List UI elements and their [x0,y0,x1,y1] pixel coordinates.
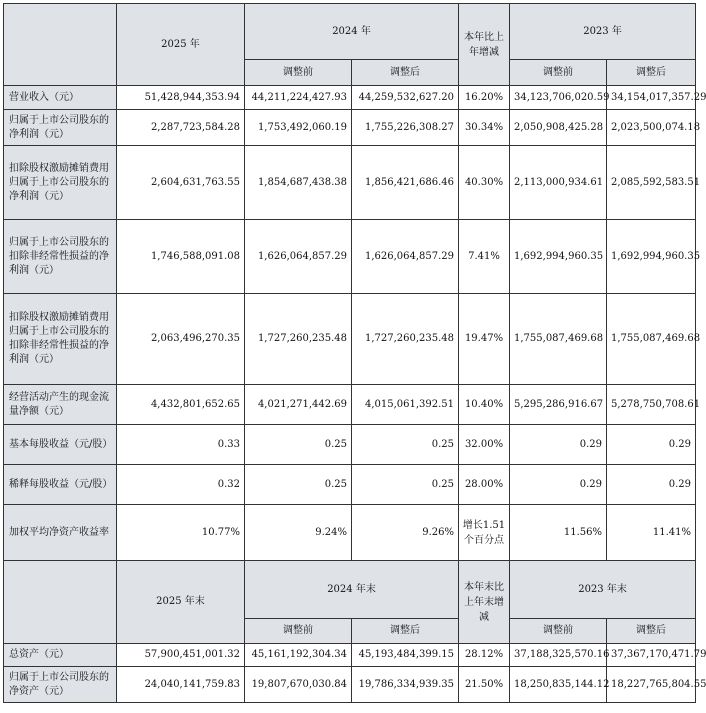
cell-2023-after: 18,227,765,804.55 [607,667,696,703]
cell-2025: 2,604,631,763.55 [117,146,245,220]
table-row [4,505,696,561]
table-row [4,220,696,294]
cell-2024-after: 0.25 [352,465,459,505]
cell-2024-before: 9.24% [245,505,352,561]
cell-2024-after: 1,626,064,857.29 [352,220,459,294]
header-2024-before: 调整前 [245,60,352,86]
cell-2025: 0.33 [117,425,245,465]
cell-2024-before: 1,854,687,438.38 [245,146,352,220]
cell-2023-after: 37,367,170,471.79 [607,644,696,667]
cell-change: 19.47% [459,294,510,385]
cell-2023-after: 2,085,592,583.51 [607,146,696,220]
cell-2024-before: 0.25 [245,425,352,465]
cell-2023-before: 2,113,000,934.61 [510,146,607,220]
header-2024-end-before: 调整前 [245,619,352,644]
cell-change: 28.00% [459,465,510,505]
cell-change: 21.50% [459,667,510,703]
cell-2025: 24,040,141,759.83 [117,667,245,703]
cell-2024-before: 1,727,260,235.48 [245,294,352,385]
cell-2023-before: 2,050,908,425.28 [510,110,607,146]
financial-summary-table [3,3,706,703]
cell-2024-before: 0.25 [245,465,352,505]
cell-change: 增长1.51 个百分点 [459,505,510,561]
row-label: 经营活动产生的现金流量净额（元） [4,385,117,425]
cell-2023-before: 11.56% [510,505,607,561]
table-row [4,110,696,146]
cell-change: 32.00% [459,425,510,465]
cell-2023-before: 1,755,087,469.68 [510,294,607,385]
row-label: 加权平均净资产收益率 [4,505,117,561]
cell-change: 7.41% [459,220,510,294]
cell-2023-after: 0.29 [607,465,696,505]
cell-2023-before: 1,692,994,960.35 [510,220,607,294]
cell-2024-after: 4,015,061,392.51 [352,385,459,425]
cell-2024-after: 1,755,226,308.27 [352,110,459,146]
header-2023-end-after: 调整后 [607,619,696,644]
cell-2023-before: 0.29 [510,425,607,465]
header-2024-after: 调整后 [352,60,459,86]
cell-2025: 0.32 [117,465,245,505]
table-row [4,146,696,220]
header-corner-cell [4,561,117,644]
cell-2023-after: 2,023,500,074.18 [607,110,696,146]
cell-2025: 57,900,451,001.32 [117,644,245,667]
header-year-end-2024: 2024 年末 [245,561,459,619]
cell-2025: 51,428,944,353.94 [117,86,245,110]
header-row-1 [4,4,696,60]
table-row [4,86,696,110]
cell-2024-after: 45,193,484,399.15 [352,644,459,667]
cell-2023-after: 0.29 [607,425,696,465]
cell-2023-before: 18,250,835,144.12 [510,667,607,703]
cell-2024-before: 4,021,271,442.69 [245,385,352,425]
cell-change: 28.12% [459,644,510,667]
cell-2024-after: 9.26% [352,505,459,561]
cell-2024-after: 44,259,532,627.20 [352,86,459,110]
cell-2025: 2,063,496,270.35 [117,294,245,385]
cell-2023-after: 34,154,017,357.29 [607,86,696,110]
header-change: 本年比上年增减 [459,4,510,86]
row-label: 基本每股收益（元/股） [4,425,117,465]
table-row [4,425,696,465]
cell-change: 40.30% [459,146,510,220]
row-label: 归属于上市公司股东的净利润（元） [4,110,117,146]
row-label: 稀释每股收益（元/股） [4,465,117,505]
cell-2023-before: 0.29 [510,465,607,505]
cell-2025: 4,432,801,652.65 [117,385,245,425]
header-2023-after: 调整后 [607,60,696,86]
cell-2023-before: 37,188,325,570.16 [510,644,607,667]
header-year-end-2025: 2025 年末 [117,561,245,644]
table-row [4,644,696,667]
header-year-2025: 2025 年 [117,4,245,86]
cell-2024-after: 0.25 [352,425,459,465]
cell-2024-before: 1,626,064,857.29 [245,220,352,294]
header-year-end-2023: 2023 年末 [510,561,696,619]
header-2024-end-after: 调整后 [352,619,459,644]
header-year-2023: 2023 年 [510,4,696,60]
cell-2023-after: 1,755,087,469.68 [607,294,696,385]
cell-change: 16.20% [459,86,510,110]
cell-2024-before: 1,753,492,060.19 [245,110,352,146]
row-label: 归属于上市公司股东的净资产（元） [4,667,117,703]
cell-2024-after: 1,856,421,686.46 [352,146,459,220]
header-row-2 [4,561,696,619]
row-label: 营业收入（元） [4,86,117,110]
cell-2025: 10.77% [117,505,245,561]
cell-2024-after: 19,786,334,939.35 [352,667,459,703]
header-year-2024: 2024 年 [245,4,459,60]
table-row [4,385,696,425]
row-label: 扣除股权激励摊销费用归属于上市公司股东的扣除非经常性损益的净利润（元） [4,294,117,385]
cell-2023-before: 34,123,706,020.59 [510,86,607,110]
table-row [4,294,696,385]
header-2023-end-before: 调整前 [510,619,607,644]
cell-2024-after: 1,727,260,235.48 [352,294,459,385]
row-label: 总资产（元） [4,644,117,667]
cell-2025: 2,287,723,584.28 [117,110,245,146]
table-row [4,465,696,505]
cell-2024-before: 45,161,192,304.34 [245,644,352,667]
table-row [4,667,696,703]
cell-2024-before: 19,807,670,030.84 [245,667,352,703]
row-label: 归属于上市公司股东的扣除非经常性损益的净利润（元） [4,220,117,294]
cell-2025: 1,746,588,091.08 [117,220,245,294]
row-label: 扣除股权激励摊销费用归属于上市公司股东的净利润（元） [4,146,117,220]
header-corner-cell [4,4,117,86]
cell-2024-before: 44,211,224,427.93 [245,86,352,110]
header-2023-before: 调整前 [510,60,607,86]
cell-change: 30.34% [459,110,510,146]
cell-2023-after: 11.41% [607,505,696,561]
header-change-end: 本年末比上年末增减 [459,561,510,644]
cell-2023-after: 5,278,750,708.61 [607,385,696,425]
cell-2023-after: 1,692,994,960.35 [607,220,696,294]
cell-2023-before: 5,295,286,916.67 [510,385,607,425]
cell-change: 10.40% [459,385,510,425]
